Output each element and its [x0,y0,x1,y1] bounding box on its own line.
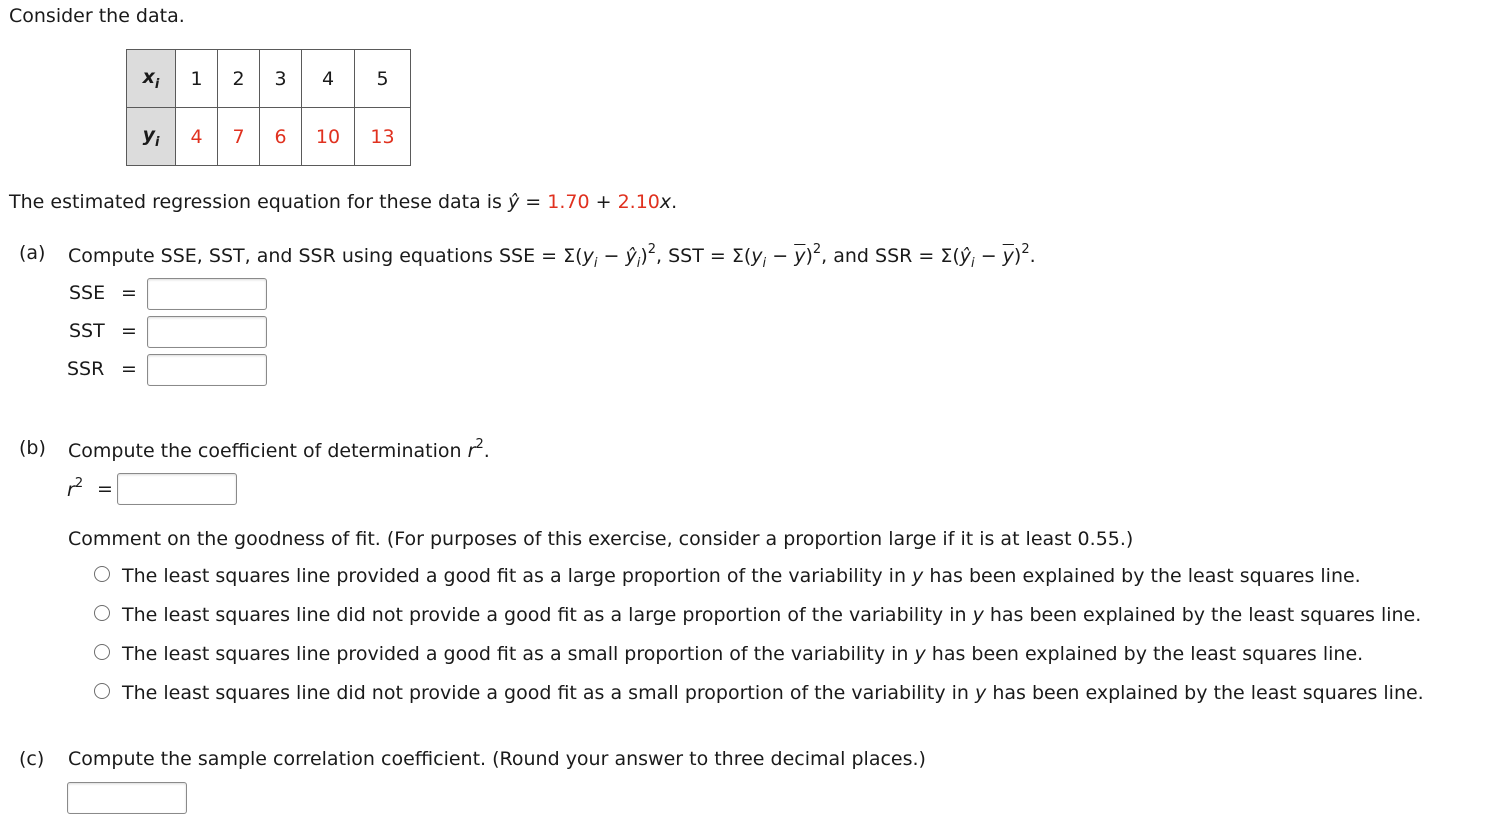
x-header: $x_i$ [127,50,176,108]
r-squared-input[interactable] [117,473,237,505]
y-cell: 10 [302,108,355,166]
y-cell: 4 [176,108,218,166]
r-squared-label: $r^2$ [67,476,84,501]
regression-equation: The estimated regression equation for these data is ŷ = 1.70 + 2.10x. [9,191,678,213]
sse-label: SSE [69,282,106,304]
x-row [127,50,411,108]
ssr-label: SSR [67,358,105,380]
x-cell: 2 [218,50,260,108]
x-cell: 1 [176,50,218,108]
intercept-value: 1.70 [547,191,590,213]
sse-input[interactable] [147,278,267,310]
intro-text: Consider the data. [9,5,185,27]
part-b-question: Compute the coefficient of determination $r^2$. [68,437,490,462]
correlation-input[interactable] [67,782,187,814]
y-header: $y_i$ [127,108,176,166]
sse-equals: = [121,282,137,304]
x-cell: 5 [355,50,411,108]
option-4-text[interactable]: The least squares line did not provide a good fit as a small proportion of the variability in y has been explained by the least squares line. [122,682,1424,704]
data-table [126,49,411,166]
sst-input[interactable] [147,316,267,348]
ssr-equals: = [121,358,137,380]
option-3-radio[interactable] [94,644,110,660]
part-b-label: (b) [19,437,46,459]
goodness-of-fit-prompt: Comment on the goodness of fit. (For purposes of this exercise, consider a proportion large if it is at least 0.55.) [68,528,1134,550]
option-2-radio[interactable] [94,605,110,621]
r-squared-equals: = [97,478,113,500]
y-row [127,108,411,166]
x-cell: 3 [260,50,302,108]
part-c-question: Compute the sample correlation coefficient. (Round your answer to three decimal places.) [68,748,926,770]
sst-equals: = [121,320,137,342]
part-c-label: (c) [19,748,45,770]
option-4-radio[interactable] [94,683,110,699]
y-cell: 13 [355,108,411,166]
y-cell: 6 [260,108,302,166]
slope-value: 2.10 [617,191,660,213]
option-1-radio[interactable] [94,566,110,582]
option-2-text[interactable]: The least squares line did not provide a good fit as a large proportion of the variability in y has been explained by the least squares line. [122,604,1422,626]
sst-label: SST [69,320,105,342]
part-a-question: Compute SSE, SST, and SSR using equations SSE = $\Sigma(y_i$ − $ŷ_i)^2$, SST = $\Sigma(y_i - \overline{y})^2$, and SSR = $\Sigma(ŷ_i - \overline{y})^2$. [68,242,1036,271]
ssr-input[interactable] [147,354,267,386]
x-cell: 4 [302,50,355,108]
y-cell: 7 [218,108,260,166]
option-1-text[interactable]: The least squares line provided a good fit as a large proportion of the variability in y has been explained by the least squares line. [122,565,1361,587]
part-a-label: (a) [19,242,46,264]
option-3-text[interactable]: The least squares line provided a good fit as a small proportion of the variability in y has been explained by the least squares line. [122,643,1364,665]
